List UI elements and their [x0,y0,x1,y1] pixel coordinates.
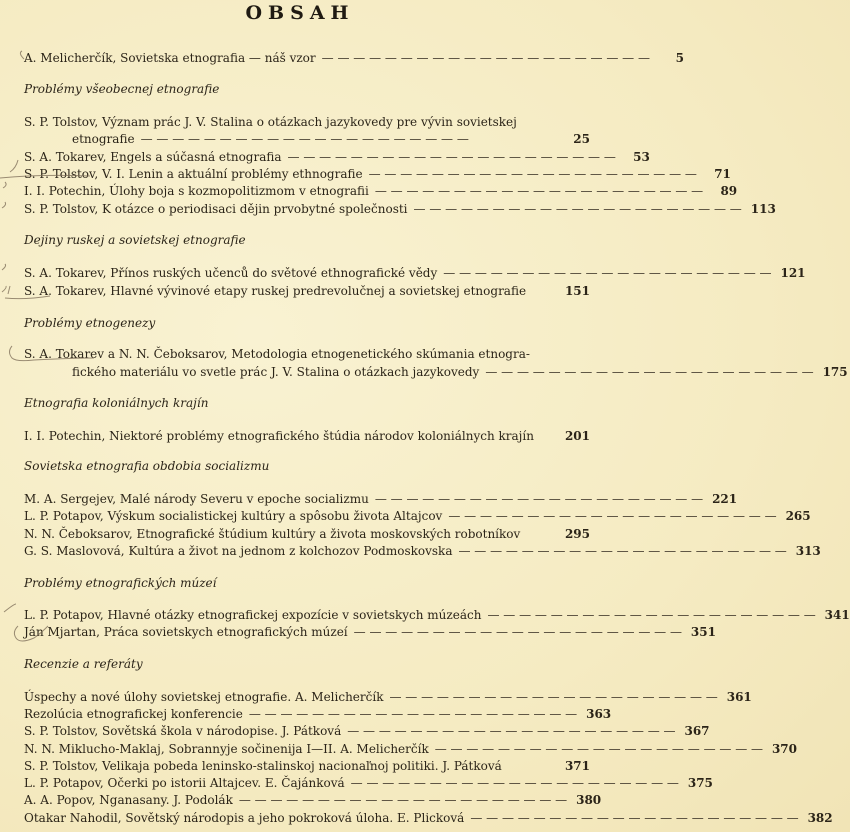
entry-title-continuation: etnografie [72,132,135,146]
dash-leader: — — — — — — — — — — — — — — — — — — — — — [368,167,697,181]
entry-title: S. A. Tokarev a N. N. Čeboksarov, Metodologia etnogenetického skúmania etnogra- [24,347,530,361]
toc-entry[interactable] [24,741,798,757]
page-number: 351 [690,625,716,639]
toc-entry[interactable] [24,543,821,559]
entry-title: S. P. Tolstov, Velikaja pobeda leninsko-stalinskoj nacionaľnoj politiki. J. Pátková [24,759,502,773]
page-number: 367 [684,724,710,738]
dash-leader: — — — — — — — — — — — — — — — — — — — — — [287,150,616,164]
toc-entry[interactable] [24,166,731,182]
dash-leader: — — — — — — — — — — — — — — — — — — — — — [347,724,676,738]
dash-leader: — — — — — — — — — — — — — — — — — — — — — [413,202,742,216]
page-number: 25 [573,132,590,146]
page-number: 175 [822,365,848,379]
page-number: 53 [633,150,650,164]
page-number: 295 [564,527,590,541]
page-title: OBSAH [245,2,355,24]
toc-entry[interactable] [24,491,738,507]
section-heading: Problémy všeobecnej etnografie [24,82,220,96]
page-number: 71 [714,167,731,181]
toc-entry[interactable] [24,526,590,542]
toc-entry[interactable] [24,114,590,130]
entry-title: Ján Mjartan, Práca sovietskych etnografických múzeí [24,625,348,639]
entry-title: L. P. Potapov, Očerki po istorii Altajcev. E. Čajánková [24,776,345,790]
entry-title: S. A. Tokarev, Přínos ruských učenců do světové ethnografické vědy [24,266,438,280]
dash-leader: — — — — — — — — — — — — — — — — — — — — — [374,492,704,506]
page-number: 151 [564,284,590,298]
section-heading: Etnografia koloniálnych krajín [24,396,209,410]
entry-title: S. P. Tolstov, V. I. Lenin a aktuální problémy ethnografie [24,167,363,181]
entry-title: I. I. Potechin, Úlohy boja s kozmopolitizmom v etnografii [24,184,369,198]
toc-entry[interactable] [24,508,811,524]
page-number: 121 [780,266,806,280]
dash-leader: — — — — — — — — — — — — — — — — — — — — — [140,132,469,146]
dash-leader: — — — — — — — — — — — — — — — — — — — — — [485,365,814,379]
dash-leader: — — — — — — — — — — — — — — — — — — — — — [448,509,777,523]
toc-entry[interactable] [24,428,590,444]
toc-entry[interactable] [24,346,590,362]
page-number: 382 [807,811,833,825]
section-heading: Recenzie a referáty [24,657,143,671]
dash-leader: — — — — — — — — — — — — — — — — — — — — — [321,51,650,65]
entry-title: S. A. Tokarev, Hlavné vývinové etapy ruskej predrevolučnej a sovietskej etnografie [24,284,527,298]
page-number: 371 [564,759,590,773]
entry-title: S. P. Tolstov, Význam prác J. V. Stalina o otázkach jazykovedy pre vývin sovietskej [24,115,517,129]
section-heading: Sovietska etnografia obdobia socializmu [24,459,270,473]
toc-entry[interactable] [24,758,590,774]
toc-entry[interactable] [24,50,684,66]
toc-entry[interactable] [24,810,833,826]
page-number: 361 [726,690,752,704]
page-number: 370 [771,742,798,756]
entry-title: S. A. Tokarev, Engels a súčasná etnografia [24,150,282,164]
section-heading: Problémy etnogenezy [24,316,156,330]
page-number: 201 [564,429,590,443]
dash-leader: — — — — — — — — — — — — — — — — — — — — — [487,608,816,622]
dash-leader: — — — — — — — — — — — — — — — — — — — — — [374,184,704,198]
page-number: 380 [576,793,602,807]
page-number: 5 [675,51,684,65]
page-number: 375 [687,776,713,790]
toc-entry[interactable] [24,265,806,281]
dash-leader: — — — — — — — — — — — — — — — — — — — — — [350,776,679,790]
entry-title: S. P. Tolstov, K otázce o periodisaci dějin prvobytné společnosti [24,202,408,216]
toc-entry[interactable] [24,183,738,199]
dash-leader: — — — — — — — — — — — — — — — — — — — — — [248,707,578,721]
entry-title: Úspechy a nové úlohy sovietskej etnografie. A. Melicherčík [24,690,384,704]
entry-title: A. A. Popov, Nganasany. J. Podolák [24,793,233,807]
toc-entry[interactable] [24,775,713,791]
dash-leader: — — — — — — — — — — — — — — — — — — — — — [443,266,772,280]
page-number: 265 [785,509,811,523]
toc-entry[interactable] [24,149,650,165]
entry-title: S. P. Tolstov, Sovětská škola v národopise. J. Pátková [24,724,342,738]
dash-leader: — — — — — — — — — — — — — — — — — — — — — [389,690,718,704]
page-number: 113 [750,202,776,216]
dash-leader: — — — — — — — — — — — — — — — — — — — — — [238,793,568,807]
entry-title: Otakar Nahodil, Sovětský národopis a jeho pokroková úloha. E. Plicková [24,811,465,825]
entry-title: L. P. Potapov, Výskum socialistickej kultúry a spôsobu života Altajcov [24,509,443,523]
page-number: 363 [586,707,612,721]
toc-entry[interactable] [24,201,776,217]
section-heading: Dejiny ruskej a sovietskej etnografie [24,233,246,247]
toc-entry[interactable] [24,689,752,705]
toc-entry[interactable] [24,283,590,299]
section-heading: Problémy etnografických múzeí [24,576,217,590]
entry-title: N. N. Miklucho-Maklaj, Sobrannyje sočinenija I—II. A. Melicherčík [24,742,429,756]
dash-leader: — — — — — — — — — — — — — — — — — — — — — [434,742,764,756]
entry-title-continuation: fického materiálu vo svetle prác J. V. Stalina o otázkach jazykovedy [72,365,480,379]
toc-entry[interactable] [24,723,710,739]
entry-title: I. I. Potechin, Niektoré problémy etnografického štúdia národov koloniálnych krajín [24,429,534,443]
page-number: 221 [712,492,738,506]
entry-title: M. A. Sergejev, Malé národy Severu v epoche socializmu [24,492,369,506]
toc-entry[interactable] [24,792,602,808]
entry-title: A. Melicherčík, Sovietska etnografia — náš vzor [24,51,316,65]
entry-title: N. N. Čeboksarov, Etnografické štúdium kultúry a života moskovských robotníkov [24,527,521,541]
dash-leader: — — — — — — — — — — — — — — — — — — — — — [458,544,787,558]
toc-entry-continuation[interactable] [72,131,590,147]
page-number: 89 [720,184,738,198]
toc-entry-continuation[interactable] [72,364,848,380]
toc-entry[interactable] [24,607,850,623]
entry-title: L. P. Potapov, Hlavné otázky etnografickej expozície v sovietskych múzeách [24,608,482,622]
entry-title: Rezolúcia etnografickej konferencie [24,707,243,721]
dash-leader: — — — — — — — — — — — — — — — — — — — — — [470,811,799,825]
page-number: 341 [824,608,850,622]
entry-title: G. S. Maslovová, Kultúra a život na jednom z kolchozov Podmoskovska [24,544,453,558]
dash-leader: — — — — — — — — — — — — — — — — — — — — — [353,625,682,639]
page-number: 313 [795,544,821,558]
toc-entry[interactable] [24,706,612,722]
toc-entry[interactable] [24,624,716,640]
